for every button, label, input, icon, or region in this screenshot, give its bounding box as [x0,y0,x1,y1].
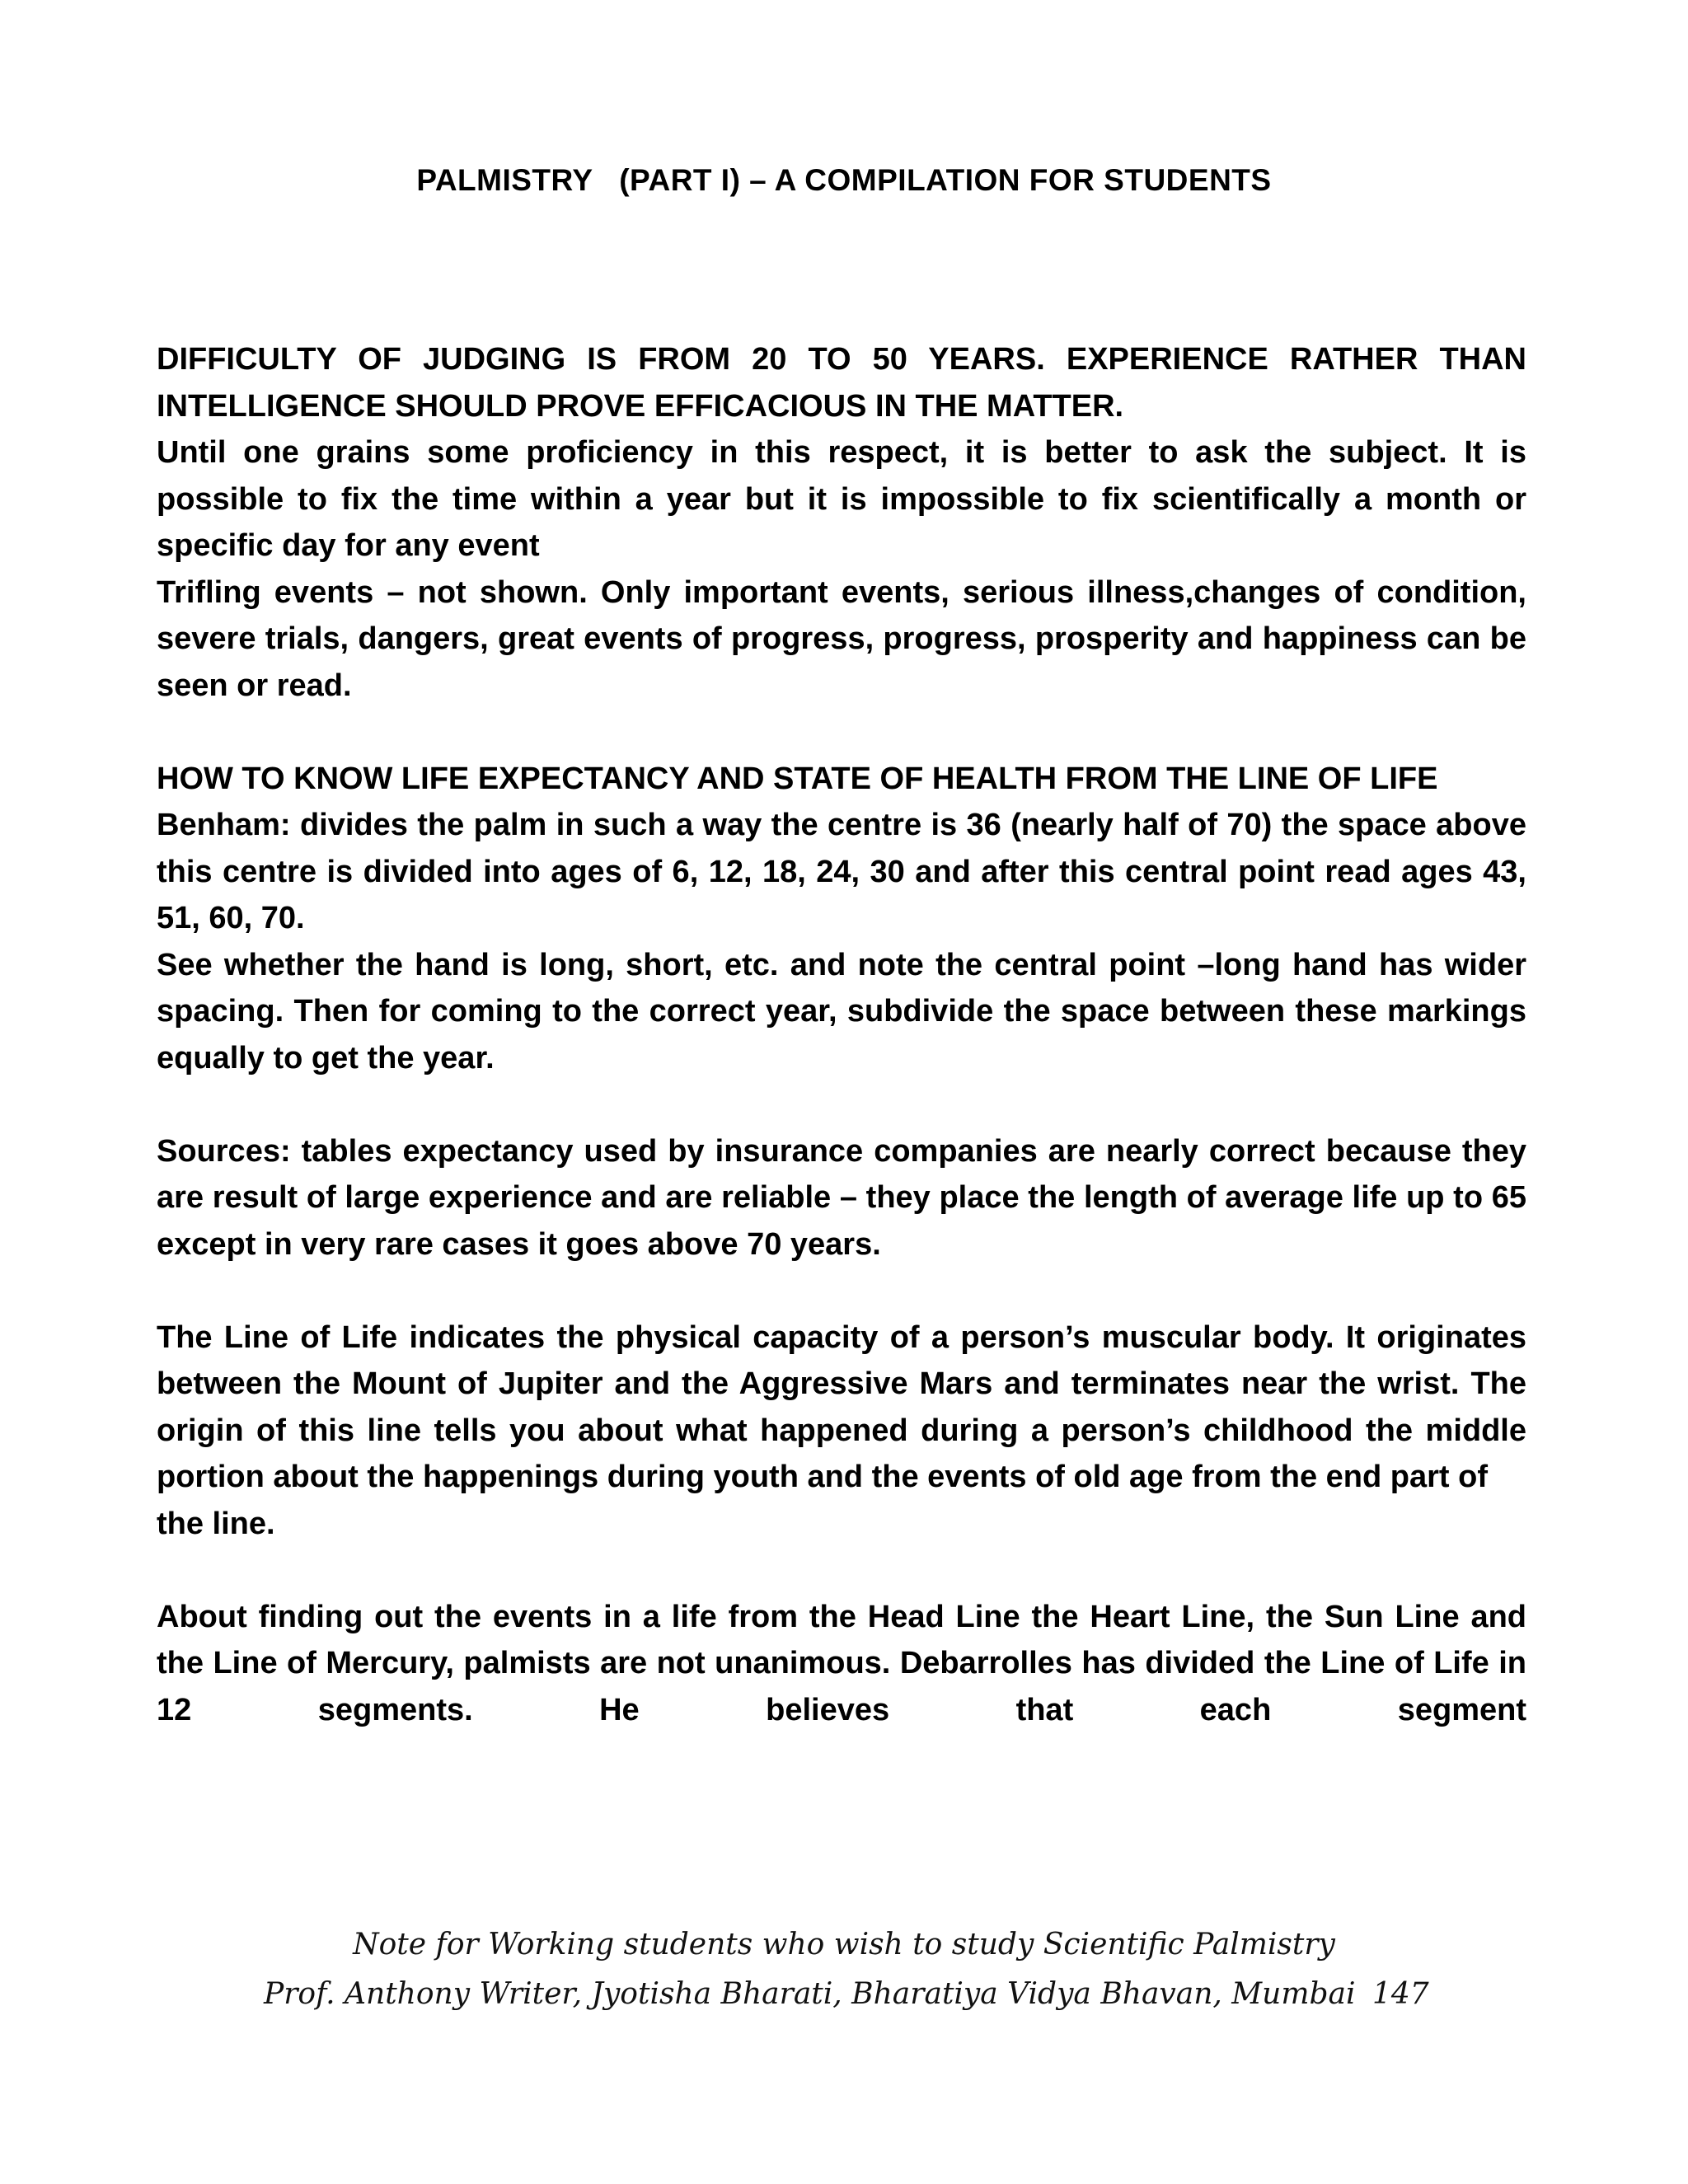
footer-author-line [0,1970,1688,2019]
paragraph-line-of-life: The Line of Life indicates the physical capacity of a person’s muscular body. It originates between the Mount of Jupiter and the Aggressive Mars and terminates near the wrist. The origin of this line tells you about what happened during a person’s childhood the middle portion about the happenings during youth and the events of old age from the end part of [157,1319,1526,1494]
paragraph-spacer [157,1268,1526,1315]
section-heading-life-expectancy: HOW TO KNOW LIFE EXPECTANCY AND STATE OF HEALTH FROM THE LINE OF LIFE [157,761,1438,796]
footer-note: Note for Working students who wish to study Scientific Palmistry [353,1928,1335,1961]
paragraph-debarrolles: About finding out the events in a life from the Head Line the Heart Line, the Sun Line and the Line of Mercury, palmists are not unanimous. Debarrolles has divided the Line of Life in 12 segments. He believes that each segment [157,1599,1526,1727]
paragraph-trifling-events: Trifling events – not shown. Only important events, serious illness,changes of condition, severe trials, dangers, great events of progress, progress, prosperity and happiness can be seen or read. [157,574,1526,703]
paragraph-spacer [157,1081,1526,1128]
paragraph-difficulty-heading: DIFFICULTY OF JUDGING IS FROM 20 TO 50 YEARS. EXPERIENCE RATHER THAN INTELLIGENCE SHOULD PROVE EFFICACIOUS IN THE MATTER. [157,342,1526,424]
paragraph-benham: Benham: divides the palm in such a way the centre is 36 (nearly half of 70) the space above this centre is divided into ages of 6, 12, 18, 24, 30 and after this central point read ages 43, 51, 60, 70. [157,808,1526,935]
page-title: PALMISTRY (PART I) – A COMPILATION FOR STUDENTS [416,163,1272,197]
page-footer [0,1920,1688,2019]
paragraph-spacer [157,1547,1526,1594]
paragraph-line-of-life-end: the line. [157,1506,275,1541]
paragraph-sources: Sources: tables expectancy used by insurance companies are nearly correct because they are result of large experience and are reliable – they place the length of average life up to 65 except in very rare cases it goes above 70 years. [157,1133,1526,1262]
page-number: 147 [1372,1977,1429,2011]
paragraph-proficiency: Until one grains some proficiency in this respect, it is better to ask the subject. It is possible to fix the time within a year but it is impossible to fix scientifically a month or specific day for any event [157,435,1526,563]
paragraph-hand-length: See whether the hand is long, short, etc. and note the central point –long hand has wider spacing. Then for coming to the correct year, subdivide the space between these markings equally to get the year. [157,947,1526,1076]
document-body [157,336,1526,1733]
paragraph-spacer [157,709,1526,756]
footer-author: Prof. Anthony Writer, Jyotisha Bharati, Bharatiya Vidya Bhavan, Mumbai [264,1977,1356,2011]
